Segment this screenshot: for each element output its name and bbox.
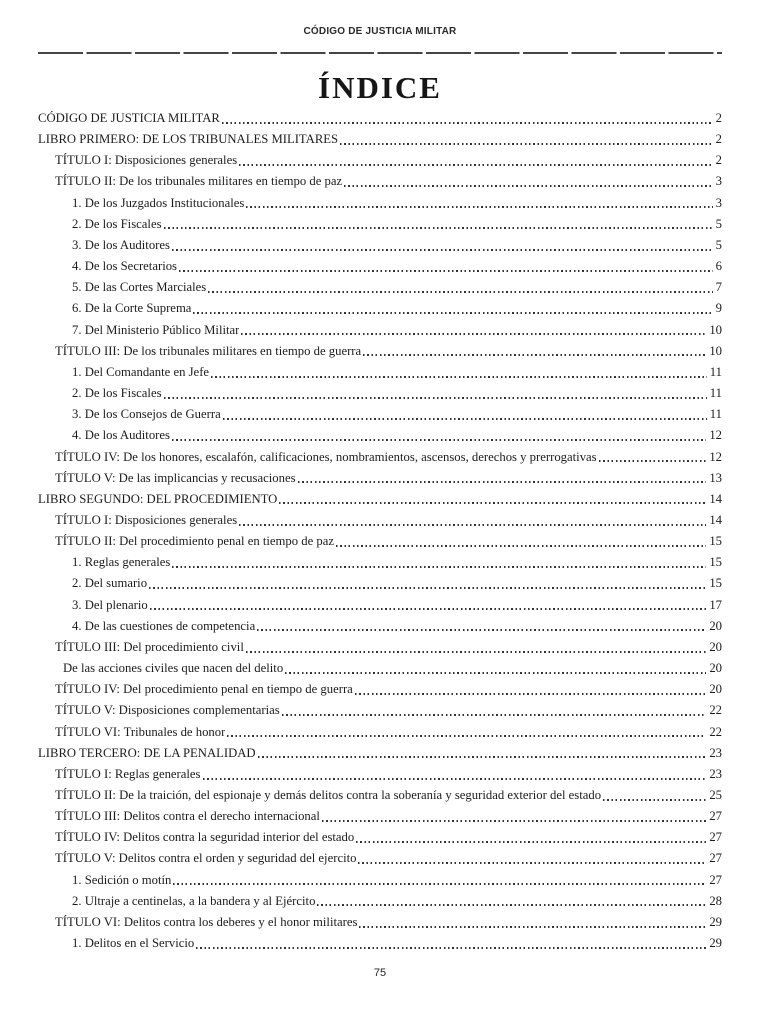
dot-leader [179,270,713,272]
toc-entry-label: 6. De la Corte Suprema [72,301,192,316]
toc-entry-label: 2. De los Fiscales [72,386,162,401]
dot-leader [355,693,707,695]
toc-entry-label: TÍTULO III: Delitos contra el derecho internacional [55,809,320,824]
dot-leader [285,672,706,674]
dot-leader [246,206,712,208]
toc [38,108,722,954]
toc-entry [38,108,722,129]
toc-entry [38,404,722,425]
toc-entry-page: 5 [715,216,722,231]
toc-entry-label: 1. Sedición o motín [72,872,172,887]
toc-entry-page: 2 [715,111,722,125]
toc-entry-page: 12 [709,449,722,464]
dot-leader [173,883,706,885]
toc-entry [38,298,722,319]
dot-leader [223,418,707,420]
toc-entry-page: 3 [715,174,722,189]
toc-entry [38,806,722,827]
toc-entry-label: 1. Del Comandante en Jefe [72,364,210,379]
dot-leader [241,333,706,335]
dot-leader [172,566,706,568]
toc-entry-label: TÍTULO I: Reglas generales [55,766,201,781]
toc-entry-label: 7. Del Ministerio Público Militar [72,322,240,337]
toc-entry-label: 2. De los Fiscales [72,216,162,231]
toc-entry-label: TÍTULO IV: Del procedimiento penal en tiempo de guerra [55,682,353,697]
toc-entry [38,552,722,573]
toc-entry [38,595,722,616]
toc-entry-page: 29 [709,914,722,929]
toc-entry [38,658,722,679]
dot-leader [340,143,713,145]
dot-leader [239,524,706,526]
toc-entry-page: 29 [709,936,722,951]
toc-entry [38,320,722,341]
toc-entry-page: 22 [709,724,722,739]
toc-entry-label: TÍTULO I: Disposiciones generales [55,153,238,168]
toc-entry-page: 11 [709,407,722,422]
dot-leader [282,714,707,716]
toc-entry-page: 20 [709,618,722,633]
toc-entry-label: 3. De los Auditores [72,237,170,252]
toc-entry [38,341,722,362]
toc-entry-label: 1. Reglas generales [72,555,171,570]
dot-leader [172,249,713,251]
toc-entry-page: 11 [709,386,722,401]
toc-entry-label: 5. De las Cortes Marciales [72,280,207,295]
dot-leader [203,778,707,780]
dot-leader [193,312,712,314]
toc-entry-page: 10 [709,343,722,358]
toc-entry [38,468,722,489]
toc-entry-page: 15 [709,576,722,591]
toc-entry-page: 27 [709,809,722,824]
toc-entry [38,256,722,277]
dot-leader [239,164,713,166]
toc-entry [38,722,722,743]
toc-entry-label: 4. De las cuestiones de competencia [72,618,256,633]
dot-leader [149,587,706,589]
toc-entry-label: 2. Ultraje a centinelas, a la bandera y al Ejército [72,893,316,908]
toc-entry-page: 15 [709,534,722,549]
dot-leader [257,629,706,631]
toc-entry [38,933,722,954]
dot-leader [322,820,706,822]
dot-leader [363,354,706,356]
toc-entry [38,679,722,700]
toc-entry-page: 10 [709,322,722,337]
toc-entry-label: TÍTULO IV: De los honores, escalafón, calificaciones, nombramientos, ascensos, derechos y prerrogativas [55,449,597,464]
dot-leader [258,756,707,758]
toc-entry-page: 2 [715,153,722,168]
dot-leader [603,799,706,801]
toc-entry [38,870,722,891]
toc-entry [38,150,722,171]
dot-leader [336,545,706,547]
toc-entry [38,700,722,721]
toc-entry-label: TÍTULO III: De los tribunales militares en tiempo de guerra [55,343,362,358]
toc-entry [38,277,722,298]
toc-entry [38,510,722,531]
toc-entry-page: 25 [709,788,722,802]
toc-entry [38,193,722,214]
toc-entry-page: 20 [709,661,722,676]
toc-entry [38,489,722,510]
footer-page-number: 75 [373,967,387,979]
toc-entry-label: 3. De los Consejos de Guerra [72,407,221,422]
toc-entry-label: TÍTULO V: Delitos contra el orden y seguridad del ejercito [55,851,357,866]
dot-leader [279,502,706,504]
toc-entry-label: LIBRO SEGUNDO: DEL PROCEDIMIENTO [38,491,278,506]
toc-entry-page: 28 [709,893,722,908]
toc-entry [38,827,722,848]
toc-entry-label: TÍTULO VI: Tribunales de honor [55,724,226,739]
dot-leader [164,397,707,399]
dot-leader [208,291,712,293]
dot-leader [344,185,713,187]
toc-entry-label: 1. Delitos en el Servicio [72,936,195,951]
dot-leader [227,735,706,737]
dot-leader [172,439,706,441]
toc-entry [38,743,722,764]
dot-leader [211,376,707,378]
toc-entry-label: LIBRO TERCERO: DE LA PENALIDAD [38,745,256,760]
toc-entry [38,848,722,869]
toc-entry [38,531,722,552]
toc-entry [38,764,722,785]
toc-entry-label: TÍTULO V: De las implicancias y recusaciones [55,470,296,485]
toc-entry-label: TÍTULO VI: Delitos contra los deberes y el honor militares [55,914,358,929]
toc-entry-label: CÓDIGO DE JUSTICIA MILITAR [38,111,220,125]
toc-entry-label: TÍTULO II: De la traición, del espionaje y demás delitos contra la soberanía y seguridad exterior del estado [55,788,602,802]
toc-entry-page: 23 [709,766,722,781]
dot-leader [317,904,706,906]
toc-entry-label: 4. De los Auditores [72,428,170,443]
toc-entry-label: TÍTULO V: Disposiciones complementarias [55,703,280,718]
toc-entry-page: 20 [709,639,722,654]
toc-entry [38,425,722,446]
toc-entry-label: 1. De los Juzgados Institucionales [72,195,245,210]
page-title: ÍNDICE [318,70,442,105]
toc-entry-page: 7 [715,280,722,295]
toc-entry-page: 17 [709,597,722,612]
toc-entry-page: 12 [709,428,722,443]
toc-entry-page: 2 [715,132,722,147]
dot-leader [246,651,706,653]
dot-leader [359,926,706,928]
toc-entry-label: TÍTULO II: Del procedimiento penal en tiempo de paz [55,534,335,549]
toc-entry [38,912,722,933]
toc-entry-page: 3 [715,195,722,210]
toc-entry-label: 4. De los Secretarios [72,259,177,274]
toc-entry-page: 23 [709,745,722,760]
toc-entry [38,785,722,806]
toc-entry [38,214,722,235]
dot-leader [356,841,706,843]
dot-leader [298,481,707,483]
dot-leader [196,947,706,949]
toc-entry-label: TÍTULO II: De los tribunales militares en tiempo de paz [55,174,343,189]
toc-entry [38,616,722,637]
toc-entry [38,891,722,912]
dot-leader [599,460,707,462]
toc-entry-page: 6 [715,259,722,274]
dot-leader [358,862,706,864]
toc-entry [38,447,722,468]
toc-entry-label: TÍTULO IV: Delitos contra la seguridad interior del estado [55,830,355,845]
toc-entry-label: 2. Del sumario [72,576,148,591]
toc-entry-page: 27 [709,851,722,866]
toc-entry-page: 14 [709,512,722,527]
toc-entry-page: 27 [709,830,722,845]
toc-entry [38,235,722,256]
toc-entry-label: 3. Del plenario [72,597,148,612]
toc-entry [38,383,722,404]
toc-entry-page: 11 [709,364,722,379]
toc-entry [38,362,722,383]
toc-entry-page: 27 [709,872,722,887]
toc-entry-label: De las acciones civiles que nacen del delito [63,661,284,676]
dot-leader [222,122,713,124]
toc-entry [38,171,722,192]
dot-leader [164,227,713,229]
toc-entry-page: 20 [709,682,722,697]
toc-entry-label: TÍTULO I: Disposiciones generales [55,512,238,527]
toc-entry-page: 5 [715,237,722,252]
toc-entry [38,637,722,658]
toc-entry [38,129,722,150]
running-header: CÓDIGO DE JUSTICIA MILITAR [303,26,457,37]
toc-entry-label: LIBRO PRIMERO: DE LOS TRIBUNALES MILITARES [38,132,339,147]
toc-entry-page: 22 [709,703,722,718]
toc-entry-page: 13 [709,470,722,485]
header-rule [38,52,722,54]
toc-entry-label: TÍTULO III: Del procedimiento civil [55,639,244,654]
dot-leader [150,608,707,610]
toc-entry-page: 15 [709,555,722,570]
toc-entry [38,573,722,594]
toc-entry-page: 9 [715,301,722,316]
toc-entry-page: 14 [709,491,722,506]
